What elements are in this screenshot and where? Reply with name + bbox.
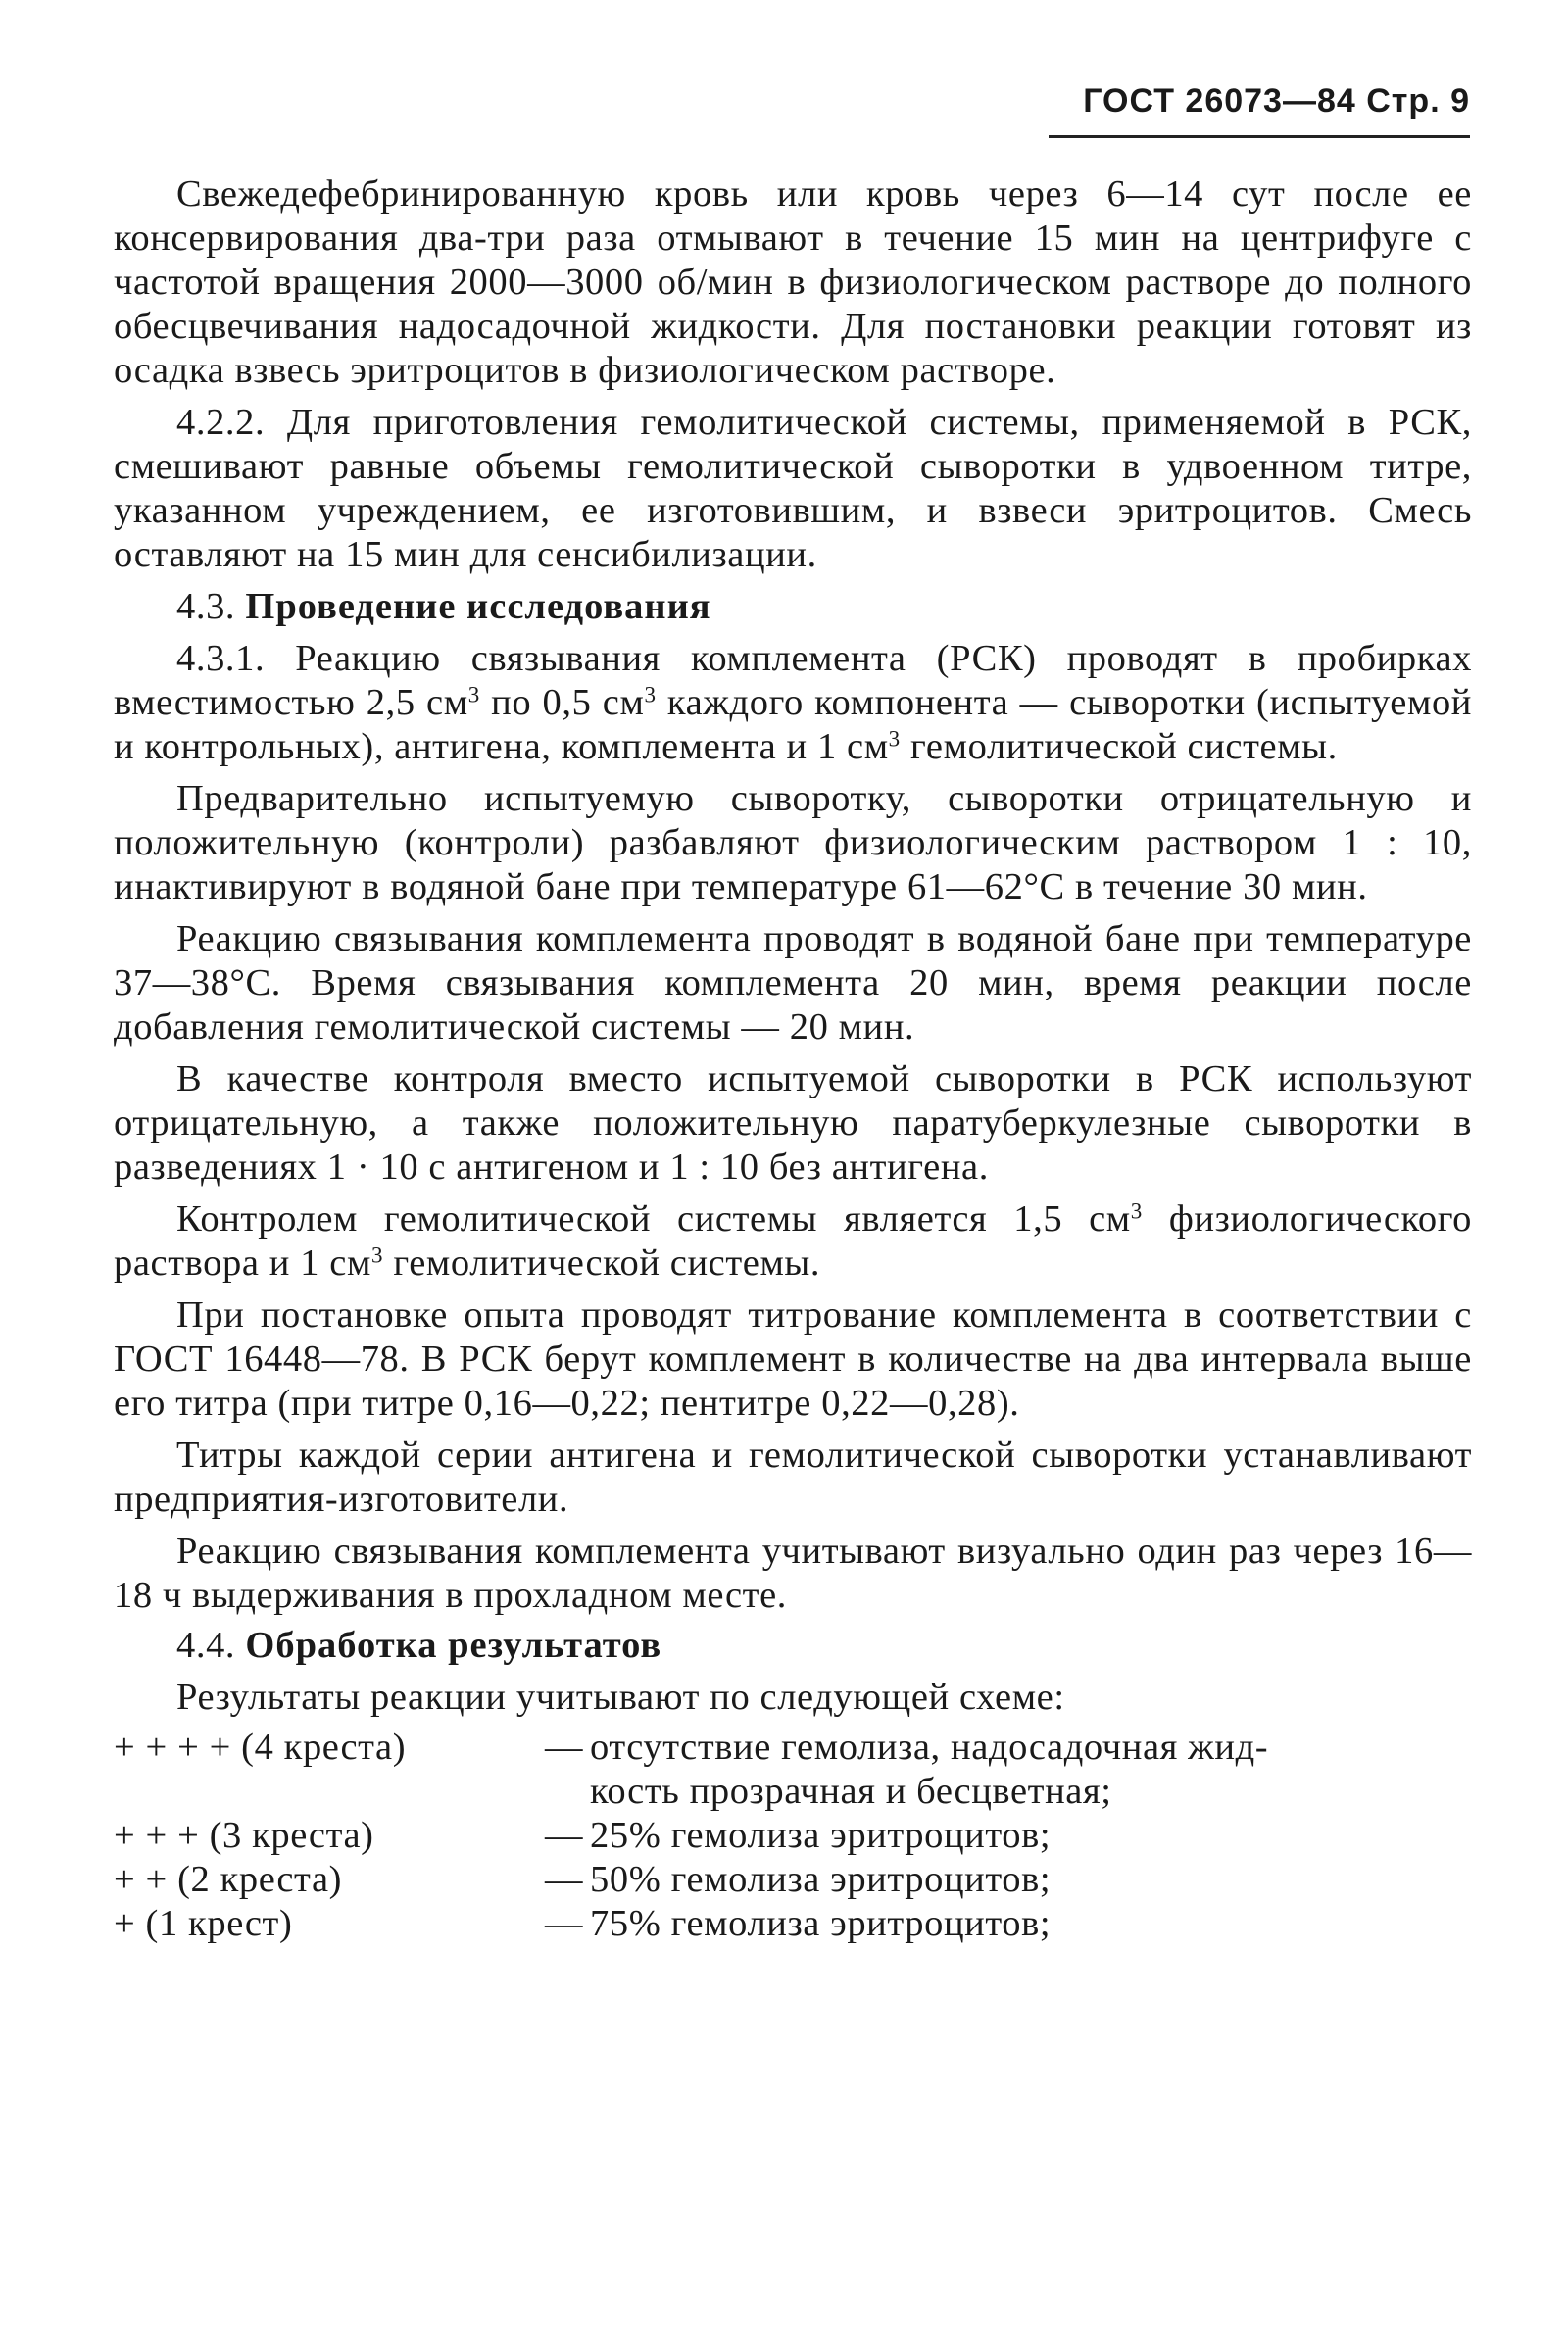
scheme-dash: — [545, 1903, 584, 1944]
scheme-row [114, 1814, 1472, 1858]
scheme-crosses: + + (2 креста) [114, 1859, 343, 1900]
text-run: физиологического раствора и 1 см [114, 1198, 1472, 1284]
results-scheme [114, 1726, 1472, 1946]
scheme-row [114, 1902, 1472, 1946]
paragraph-controls: В качестве контроля вместо испытуемой сыворотки в РСК используют отрицательную, а также положительную паратуберкулезные сыворотки в разведениях 1 · 10 с антигеном и 1 : 10 без антигена. [114, 1058, 1472, 1188]
section-number: 4.4. [176, 1625, 236, 1666]
scheme-dash: — [545, 1815, 584, 1856]
paragraph-water-bath: Реакцию связывания комплемента проводят в водяной бане при температуре 37—38°С. Время связывания комплемента 20 мин, время реакции после добавления гемолитической системы — 20 мин. [114, 918, 1472, 1048]
text-run: Контролем гемолитической системы является 1,5 см [176, 1198, 1131, 1240]
document-body [114, 172, 1472, 1946]
scheme-text-continuation: кость прозрачная и бесцветная; [590, 1771, 1112, 1812]
superscript: 3 [370, 1242, 384, 1268]
scheme-dash: — [545, 1859, 584, 1900]
scheme-description [545, 1814, 1472, 1858]
scheme-description [545, 1902, 1472, 1946]
paragraph-titers: Титры каждой серии антигена и гемолитической сыворотки устанавливают предприятия-изготовители. [114, 1435, 1472, 1520]
superscript: 3 [1130, 1197, 1143, 1224]
paragraph-titration: При постановке опыта проводят титрование комплемента в соответствии с ГОСТ 16448—78. В РСК берут комплемент в количестве на два интервала выше его титра (при титре 0,16—0,22; пентитре 0,22—0,28). [114, 1294, 1472, 1424]
text-run: 4.3.1. Реакцию связывания комплемента (РСК) проводят в пробирках вместимостью 2,5 см [114, 638, 1472, 723]
section-heading-4-3 [114, 585, 1472, 629]
paragraph-visual-reading: Реакцию связывания комплемента учитывают визуально один раз через 16—18 ч выдерживания в прохладном месте. [114, 1531, 1472, 1616]
superscript: 3 [888, 725, 901, 752]
paragraph-4-3-1 [114, 637, 1472, 769]
scheme-text: отсутствие гемолиза, надосадочная жид- [590, 1727, 1269, 1768]
paragraph-dilution: Предварительно испытуемую сыворотку, сыворотки отрицательную и положительную (контроли) разбавляют физиологическим раствором 1 : 10, инактивируют в водяной бане при температуре 61—62°С в течение 30 мин. [114, 778, 1472, 907]
scheme-text: 50% гемолиза эритроцитов; [590, 1859, 1052, 1900]
scheme-row [114, 1726, 1472, 1814]
header-title: ГОСТ 26073—84 Стр. 9 [1083, 82, 1470, 120]
section-title: Проведение исследования [245, 586, 711, 627]
paragraph-hemolytic-control [114, 1197, 1472, 1286]
scheme-description [545, 1858, 1472, 1902]
page-header [1049, 76, 1470, 138]
paragraph-scheme-intro: Результаты реакции учитывают по следующей схеме: [176, 1677, 1065, 1718]
scheme-text: 25% гемолиза эритроцитов; [590, 1815, 1052, 1856]
paragraph-4-2-2: 4.2.2. Для приготовления гемолитической системы, применяемой в РСК, смешивают равные объемы гемолитической сыворотки в удвоенном титре, указанном учреждением, ее изготовившим, и взвеси эритроцитов. Смесь оставляют на 15 мин для сенсибилизации. [114, 402, 1472, 575]
section-title: Обработка результатов [245, 1625, 662, 1666]
scheme-dash: — [545, 1727, 584, 1768]
paragraph-erythrocyte-prep: Свежедефебринированную кровь или кровь через 6—14 сут после ее консервирования два-три раза отмывают в течение 15 мин на центрифуге с частотой вращения 2000—3000 об/мин в физиологическом растворе до полного обесцвечивания надосадочной жидкости. Для постановки реакции готовят из осадка взвесь эритроцитов в физиологическом растворе. [114, 173, 1472, 391]
scheme-row [114, 1858, 1472, 1902]
text-run: гемолитической системы. [900, 726, 1338, 767]
scheme-crosses: + + + + (4 креста) [114, 1727, 407, 1768]
superscript: 3 [467, 681, 480, 707]
superscript: 3 [644, 681, 657, 707]
section-number: 4.3. [176, 586, 236, 627]
text-run: по 0,5 см [479, 682, 645, 723]
scheme-description [545, 1726, 1472, 1814]
section-heading-4-4 [114, 1624, 1472, 1668]
text-run: каждого компонента — сыворотки (испытуемой и контрольных), антигена, комплемента и 1 см [114, 682, 1473, 767]
text-run: гемолитической системы. [383, 1243, 821, 1284]
scheme-text: 75% гемолиза эритроцитов; [590, 1903, 1052, 1944]
scheme-crosses: + (1 крест) [114, 1903, 293, 1944]
scheme-crosses: + + + (3 креста) [114, 1815, 374, 1856]
